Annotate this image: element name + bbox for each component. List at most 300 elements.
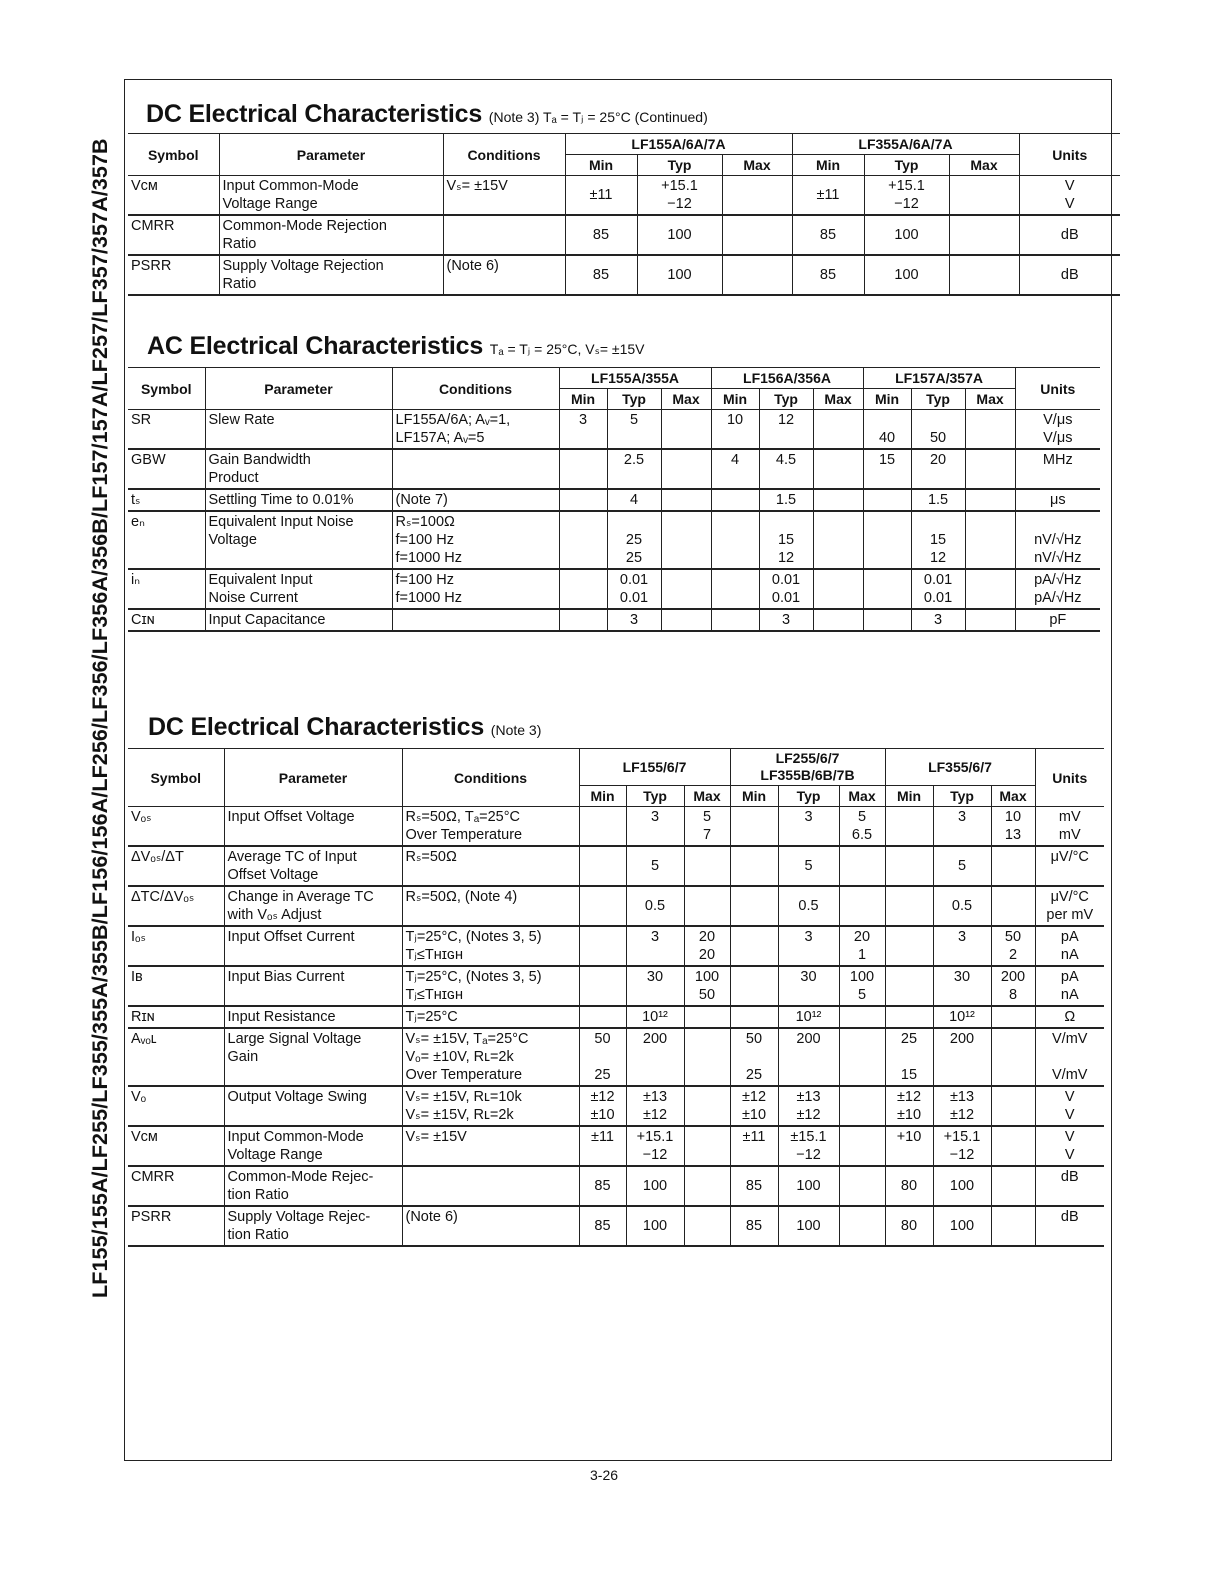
value-cell bbox=[813, 609, 863, 631]
value-cell: 30 bbox=[778, 966, 839, 1006]
value-cell: 200 bbox=[778, 1028, 839, 1086]
value-cell bbox=[813, 511, 863, 569]
dc2-table bbox=[128, 748, 1104, 1247]
value-cell: 0.5 bbox=[933, 886, 991, 926]
value-cell: 85 bbox=[730, 1206, 778, 1246]
col-conditions: Conditions bbox=[402, 749, 579, 807]
value-cell: 3 bbox=[778, 926, 839, 966]
value-cell bbox=[559, 449, 607, 489]
table-row bbox=[128, 569, 1100, 609]
value-cell bbox=[965, 410, 1015, 450]
value-cell bbox=[684, 886, 730, 926]
value-cell: 80 bbox=[885, 1166, 933, 1206]
value-cell bbox=[885, 846, 933, 886]
value-cell: 85 bbox=[579, 1166, 626, 1206]
value-cell bbox=[730, 926, 778, 966]
symbol-cell: ΔVₒₛ/ΔT bbox=[131, 849, 184, 865]
value-cell bbox=[684, 1166, 730, 1206]
value-cell: 3 bbox=[626, 807, 684, 847]
col-min: Min bbox=[559, 389, 607, 410]
value-cell: 0.01 0.01 bbox=[759, 569, 813, 609]
conditions-cell: Vₛ= ±15V, Rʟ=10k Vₛ= ±15V, Rʟ=2k bbox=[402, 1086, 579, 1126]
value-cell bbox=[559, 511, 607, 569]
conditions-cell: Rₛ=50Ω, Tₐ=25°C Over Temperature bbox=[402, 807, 579, 847]
col-typ: Typ bbox=[626, 786, 684, 807]
value-cell: 85 bbox=[579, 1206, 626, 1246]
col-group2: LF255/6/7 LF355B/6B/7B bbox=[730, 749, 885, 786]
value-cell bbox=[579, 807, 626, 847]
col-symbol: Symbol bbox=[128, 749, 224, 807]
col-min: Min bbox=[579, 786, 626, 807]
value-cell bbox=[991, 1086, 1035, 1126]
parameter-cell: Settling Time to 0.01% bbox=[205, 489, 392, 511]
value-cell: 3 bbox=[759, 609, 813, 631]
value-cell: +15.1 −12 bbox=[637, 176, 722, 216]
value-cell: +15.1 −12 bbox=[626, 1126, 684, 1166]
value-cell bbox=[863, 609, 911, 631]
conditions-cell: Tⱼ=25°C, (Notes 3, 5) Tⱼ≤Tʜɪɢʜ bbox=[402, 966, 579, 1006]
value-cell: ±13 ±12 bbox=[778, 1086, 839, 1126]
col-min: Min bbox=[711, 389, 759, 410]
table-row bbox=[128, 926, 1104, 966]
symbol-cell: Vₒₛ bbox=[131, 809, 152, 825]
value-cell bbox=[839, 1206, 885, 1246]
parameter-cell: Equivalent Input Noise Voltage bbox=[205, 511, 392, 569]
value-cell bbox=[991, 1126, 1035, 1166]
value-cell bbox=[730, 886, 778, 926]
value-cell: 50 bbox=[911, 410, 965, 450]
symbol-cell: iₙ bbox=[131, 572, 140, 588]
col-symbol: Symbol bbox=[128, 134, 219, 176]
symbol-cell: CMRR bbox=[131, 1169, 175, 1185]
value-cell: 10¹² bbox=[778, 1006, 839, 1028]
col-typ: Typ bbox=[637, 155, 722, 176]
value-cell bbox=[965, 569, 1015, 609]
parameter-cell: Output Voltage Swing bbox=[224, 1086, 402, 1126]
value-cell: +15.1 −12 bbox=[864, 176, 949, 216]
col-max: Max bbox=[722, 155, 792, 176]
units-cell: pA nA bbox=[1035, 966, 1104, 1006]
parameter-cell: Input Offset Voltage bbox=[224, 807, 402, 847]
value-cell bbox=[839, 1028, 885, 1086]
units-cell: pA nA bbox=[1035, 926, 1104, 966]
parameter-cell: Supply Voltage Rejec- tion Ratio bbox=[224, 1206, 402, 1246]
symbol-cell: tₛ bbox=[131, 492, 141, 508]
conditions-cell: Vₛ= ±15V, Tₐ=25°C Vₒ= ±10V, Rʟ=2k Over Temperature bbox=[402, 1028, 579, 1086]
table-row bbox=[128, 410, 1100, 450]
col-typ: Typ bbox=[933, 786, 991, 807]
value-cell: 200 8 bbox=[991, 966, 1035, 1006]
value-cell: 5 bbox=[778, 846, 839, 886]
units-cell: V V bbox=[1019, 176, 1120, 216]
table-row bbox=[128, 1206, 1104, 1246]
symbol-cell: CMRR bbox=[131, 218, 175, 234]
parameter-cell: Supply Voltage Rejection Ratio bbox=[219, 255, 443, 295]
value-cell: 5 bbox=[607, 410, 661, 450]
table-row bbox=[128, 1028, 1104, 1086]
value-cell bbox=[991, 1028, 1035, 1086]
value-cell bbox=[839, 1006, 885, 1028]
value-cell bbox=[711, 489, 759, 511]
value-cell: 30 bbox=[933, 966, 991, 1006]
value-cell: 4.5 bbox=[759, 449, 813, 489]
value-cell bbox=[949, 255, 1019, 295]
value-cell: ±15.1 −12 bbox=[778, 1126, 839, 1166]
symbol-cell: Rɪɴ bbox=[131, 1009, 155, 1025]
parameter-cell: Slew Rate bbox=[205, 410, 392, 450]
value-cell: 85 bbox=[792, 215, 864, 255]
conditions-cell: LF155A/6A; Aᵥ=1, LF157A; Aᵥ=5 bbox=[392, 410, 559, 450]
value-cell bbox=[722, 215, 792, 255]
value-cell: 5 bbox=[626, 846, 684, 886]
table-row bbox=[128, 807, 1104, 847]
col-max: Max bbox=[839, 786, 885, 807]
col-group2: LF156A/356A bbox=[711, 368, 863, 389]
value-cell: 100 bbox=[778, 1166, 839, 1206]
value-cell: 20 bbox=[911, 449, 965, 489]
parameter-cell: Input Resistance bbox=[224, 1006, 402, 1028]
value-cell: 3 bbox=[911, 609, 965, 631]
value-cell bbox=[684, 1126, 730, 1166]
value-cell: 15 bbox=[863, 449, 911, 489]
col-symbol: Symbol bbox=[128, 368, 205, 410]
col-max: Max bbox=[661, 389, 711, 410]
col-conditions: Conditions bbox=[392, 368, 559, 410]
value-cell bbox=[863, 511, 911, 569]
symbol-cell: PSRR bbox=[131, 258, 172, 274]
table-row bbox=[128, 1086, 1104, 1126]
value-cell bbox=[965, 449, 1015, 489]
conditions-cell bbox=[443, 215, 565, 255]
col-units: Units bbox=[1035, 749, 1104, 807]
value-cell: 50 25 bbox=[730, 1028, 778, 1086]
value-cell bbox=[991, 1206, 1035, 1246]
parameter-cell: Input Capacitance bbox=[205, 609, 392, 631]
col-typ: Typ bbox=[911, 389, 965, 410]
conditions-cell: Vₛ= ±15V bbox=[443, 176, 565, 216]
units-cell: V/mV V/mV bbox=[1035, 1028, 1104, 1086]
conditions-cell: f=100 Hz f=1000 Hz bbox=[392, 569, 559, 609]
conditions-cell: Rₛ=50Ω bbox=[402, 846, 579, 886]
value-cell bbox=[730, 807, 778, 847]
value-cell: ±11 bbox=[792, 176, 864, 216]
units-cell: μs bbox=[1015, 489, 1100, 511]
value-cell: 80 bbox=[885, 1206, 933, 1246]
ac-table bbox=[128, 367, 1100, 632]
col-min: Min bbox=[730, 786, 778, 807]
value-cell bbox=[813, 489, 863, 511]
col-conditions: Conditions bbox=[443, 134, 565, 176]
parameter-cell: Input Common-Mode Voltage Range bbox=[224, 1126, 402, 1166]
table-row bbox=[128, 1006, 1104, 1028]
value-cell: 100 50 bbox=[684, 966, 730, 1006]
dc1-title bbox=[146, 100, 708, 129]
value-cell: 0.5 bbox=[626, 886, 684, 926]
table-row bbox=[128, 886, 1104, 926]
value-cell: 10 13 bbox=[991, 807, 1035, 847]
units-cell: V V bbox=[1035, 1126, 1104, 1166]
dc2-title-text: DC Electrical Characteristics bbox=[148, 713, 485, 741]
value-cell bbox=[813, 449, 863, 489]
value-cell bbox=[839, 1166, 885, 1206]
parameter-cell: Change in Average TC with Vₒₛ Adjust bbox=[224, 886, 402, 926]
value-cell bbox=[559, 569, 607, 609]
value-cell: 10 bbox=[711, 410, 759, 450]
value-cell bbox=[559, 609, 607, 631]
value-cell bbox=[684, 1086, 730, 1126]
dc2-title-conditions: (Note 3) bbox=[490, 722, 542, 738]
value-cell: 20 1 bbox=[839, 926, 885, 966]
value-cell: 100 5 bbox=[839, 966, 885, 1006]
value-cell bbox=[684, 1206, 730, 1246]
value-cell: 100 bbox=[637, 255, 722, 295]
col-typ: Typ bbox=[864, 155, 949, 176]
symbol-cell: Iʙ bbox=[131, 969, 143, 985]
value-cell bbox=[711, 609, 759, 631]
value-cell: 0.01 0.01 bbox=[607, 569, 661, 609]
value-cell: 40 bbox=[863, 410, 911, 450]
dc1-table bbox=[128, 133, 1120, 296]
conditions-cell bbox=[392, 609, 559, 631]
units-cell: V/μs V/μs bbox=[1015, 410, 1100, 450]
value-cell: 12 bbox=[759, 410, 813, 450]
value-cell bbox=[661, 489, 711, 511]
table-row bbox=[128, 215, 1120, 255]
col-group1: LF155A/6A/7A bbox=[565, 134, 792, 155]
value-cell bbox=[813, 410, 863, 450]
units-cell: V V bbox=[1035, 1086, 1104, 1126]
value-cell bbox=[839, 846, 885, 886]
value-cell bbox=[730, 1006, 778, 1028]
value-cell: +10 bbox=[885, 1126, 933, 1166]
parameter-cell: Average TC of Input Offset Voltage bbox=[224, 846, 402, 886]
value-cell bbox=[949, 176, 1019, 216]
dc1-title-conditions: (Note 3) Tₐ = Tⱼ = 25°C (Continued) bbox=[488, 109, 708, 125]
col-units: Units bbox=[1019, 134, 1120, 176]
value-cell bbox=[722, 255, 792, 295]
parameter-cell: Common-Mode Rejection Ratio bbox=[219, 215, 443, 255]
dc2-title bbox=[148, 713, 541, 742]
value-cell: ±11 bbox=[565, 176, 637, 216]
value-cell: 1.5 bbox=[759, 489, 813, 511]
value-cell: ±13 ±12 bbox=[933, 1086, 991, 1126]
symbol-cell: PSRR bbox=[131, 1209, 172, 1225]
symbol-cell: Vᴄᴍ bbox=[131, 1129, 158, 1145]
value-cell: 85 bbox=[565, 255, 637, 295]
side-title-text: LF155/155A/LF255/LF355/355A/355B/LF156/156A/LF256/LF356/LF356A/356B/LF157/157A/LF257/LF357/357A/357B bbox=[88, 138, 112, 1298]
parameter-cell: Common-Mode Rejec- tion Ratio bbox=[224, 1166, 402, 1206]
value-cell bbox=[991, 886, 1035, 926]
value-cell: 3 bbox=[778, 807, 839, 847]
col-units: Units bbox=[1015, 368, 1100, 410]
value-cell bbox=[684, 846, 730, 886]
value-cell: ±11 bbox=[579, 1126, 626, 1166]
value-cell: 4 bbox=[711, 449, 759, 489]
col-group3: LF355/6/7 bbox=[885, 749, 1035, 786]
value-cell: 85 bbox=[565, 215, 637, 255]
dc1-title-text: DC Electrical Characteristics bbox=[146, 100, 483, 128]
parameter-cell: Large Signal Voltage Gain bbox=[224, 1028, 402, 1086]
value-cell bbox=[559, 489, 607, 511]
value-cell bbox=[579, 926, 626, 966]
table-row bbox=[128, 609, 1100, 631]
units-cell: MHz bbox=[1015, 449, 1100, 489]
col-min: Min bbox=[792, 155, 864, 176]
conditions-cell: Tⱼ=25°C bbox=[402, 1006, 579, 1028]
value-cell bbox=[711, 569, 759, 609]
parameter-cell: Input Offset Current bbox=[224, 926, 402, 966]
units-cell: dB bbox=[1035, 1206, 1104, 1246]
value-cell: 0.01 0.01 bbox=[911, 569, 965, 609]
value-cell: 0.5 bbox=[778, 886, 839, 926]
col-parameter: Parameter bbox=[224, 749, 402, 807]
parameter-cell: Input Common-Mode Voltage Range bbox=[219, 176, 443, 216]
value-cell: +15.1 −12 bbox=[933, 1126, 991, 1166]
value-cell bbox=[991, 846, 1035, 886]
table-row bbox=[128, 846, 1104, 886]
value-cell: 30 bbox=[626, 966, 684, 1006]
parameter-cell: Input Bias Current bbox=[224, 966, 402, 1006]
units-cell: μV/°C per mV bbox=[1035, 886, 1104, 926]
value-cell bbox=[661, 609, 711, 631]
value-cell: 25 25 bbox=[607, 511, 661, 569]
value-cell bbox=[885, 1006, 933, 1028]
ac-title-conditions: Tₐ = Tⱼ = 25°C, Vₛ= ±15V bbox=[489, 341, 645, 357]
units-cell: pF bbox=[1015, 609, 1100, 631]
conditions-cell: Tⱼ=25°C, (Notes 3, 5) Tⱼ≤Tʜɪɢʜ bbox=[402, 926, 579, 966]
value-cell: 10¹² bbox=[933, 1006, 991, 1028]
value-cell: 3 bbox=[933, 807, 991, 847]
col-typ: Typ bbox=[778, 786, 839, 807]
ac-title bbox=[147, 332, 645, 361]
value-cell bbox=[885, 926, 933, 966]
conditions-cell: (Note 6) bbox=[402, 1206, 579, 1246]
col-group1: LF155/6/7 bbox=[579, 749, 730, 786]
table-row bbox=[128, 255, 1120, 295]
value-cell bbox=[579, 966, 626, 1006]
value-cell bbox=[711, 511, 759, 569]
table-row bbox=[128, 511, 1100, 569]
value-cell bbox=[863, 489, 911, 511]
value-cell: 5 bbox=[933, 846, 991, 886]
value-cell bbox=[730, 966, 778, 1006]
table-row bbox=[128, 449, 1100, 489]
col-min: Min bbox=[885, 786, 933, 807]
conditions-cell: Rₛ=50Ω, (Note 4) bbox=[402, 886, 579, 926]
col-typ: Typ bbox=[759, 389, 813, 410]
value-cell: 100 bbox=[933, 1166, 991, 1206]
symbol-cell: SR bbox=[131, 412, 152, 428]
value-cell: ±11 bbox=[730, 1126, 778, 1166]
col-max: Max bbox=[813, 389, 863, 410]
value-cell: ±12 ±10 bbox=[579, 1086, 626, 1126]
value-cell: 100 bbox=[933, 1206, 991, 1246]
symbol-cell: GBW bbox=[131, 452, 166, 468]
col-max: Max bbox=[965, 389, 1015, 410]
value-cell: 50 25 bbox=[579, 1028, 626, 1086]
value-cell bbox=[661, 449, 711, 489]
units-cell: pA/√Hz pA/√Hz bbox=[1015, 569, 1100, 609]
value-cell: 5 7 bbox=[684, 807, 730, 847]
value-cell: 10¹² bbox=[626, 1006, 684, 1028]
value-cell bbox=[661, 410, 711, 450]
parameter-cell: Gain Bandwidth Product bbox=[205, 449, 392, 489]
value-cell bbox=[965, 489, 1015, 511]
value-cell: 3 bbox=[607, 609, 661, 631]
col-max: Max bbox=[949, 155, 1019, 176]
conditions-cell: (Note 6) bbox=[443, 255, 565, 295]
value-cell: 25 15 bbox=[885, 1028, 933, 1086]
conditions-cell: Rₛ=100Ω f=100 Hz f=1000 Hz bbox=[392, 511, 559, 569]
value-cell: 85 bbox=[792, 255, 864, 295]
value-cell bbox=[661, 511, 711, 569]
page-number: 3-26 bbox=[590, 1467, 619, 1483]
value-cell: 15 12 bbox=[911, 511, 965, 569]
conditions-cell bbox=[392, 449, 559, 489]
col-group2: LF355A/6A/7A bbox=[792, 134, 1019, 155]
col-parameter: Parameter bbox=[205, 368, 392, 410]
value-cell bbox=[730, 846, 778, 886]
value-cell: ±12 ±10 bbox=[730, 1086, 778, 1126]
col-group1: LF155A/355A bbox=[559, 368, 711, 389]
value-cell bbox=[722, 176, 792, 216]
symbol-cell: Aᵥₒʟ bbox=[131, 1031, 157, 1047]
value-cell bbox=[684, 1028, 730, 1086]
value-cell bbox=[684, 1006, 730, 1028]
col-max: Max bbox=[991, 786, 1035, 807]
value-cell bbox=[839, 1126, 885, 1166]
units-cell: μV/°C bbox=[1035, 846, 1104, 886]
value-cell bbox=[863, 569, 911, 609]
value-cell bbox=[885, 886, 933, 926]
value-cell bbox=[965, 511, 1015, 569]
value-cell bbox=[991, 1166, 1035, 1206]
value-cell: 3 bbox=[559, 410, 607, 450]
value-cell: 2.5 bbox=[607, 449, 661, 489]
value-cell bbox=[885, 966, 933, 1006]
value-cell: 100 bbox=[864, 255, 949, 295]
value-cell bbox=[813, 569, 863, 609]
table-row bbox=[128, 1126, 1104, 1166]
units-cell: dB bbox=[1019, 215, 1120, 255]
symbol-cell: ΔTC/ΔVₒₛ bbox=[131, 889, 195, 905]
col-parameter: Parameter bbox=[219, 134, 443, 176]
value-cell bbox=[991, 1006, 1035, 1028]
value-cell bbox=[579, 846, 626, 886]
table-row bbox=[128, 176, 1120, 216]
value-cell: 200 bbox=[933, 1028, 991, 1086]
ac-title-text: AC Electrical Characteristics bbox=[147, 332, 484, 360]
value-cell: 100 bbox=[864, 215, 949, 255]
value-cell: 4 bbox=[607, 489, 661, 511]
parameter-cell: Equivalent Input Noise Current bbox=[205, 569, 392, 609]
units-cell: mV mV bbox=[1035, 807, 1104, 847]
col-min: Min bbox=[863, 389, 911, 410]
col-min: Min bbox=[565, 155, 637, 176]
value-cell bbox=[839, 886, 885, 926]
symbol-cell: Vᴄᴍ bbox=[131, 178, 158, 194]
units-cell: nV/√Hz nV/√Hz bbox=[1015, 511, 1100, 569]
symbol-cell: eₙ bbox=[131, 514, 145, 530]
table-row bbox=[128, 489, 1100, 511]
conditions-cell bbox=[402, 1166, 579, 1206]
symbol-cell: Cɪɴ bbox=[131, 612, 155, 628]
value-cell: 15 12 bbox=[759, 511, 813, 569]
value-cell: 3 bbox=[626, 926, 684, 966]
value-cell: 200 bbox=[626, 1028, 684, 1086]
symbol-cell: Vₒ bbox=[131, 1089, 147, 1105]
conditions-cell: (Note 7) bbox=[392, 489, 559, 511]
